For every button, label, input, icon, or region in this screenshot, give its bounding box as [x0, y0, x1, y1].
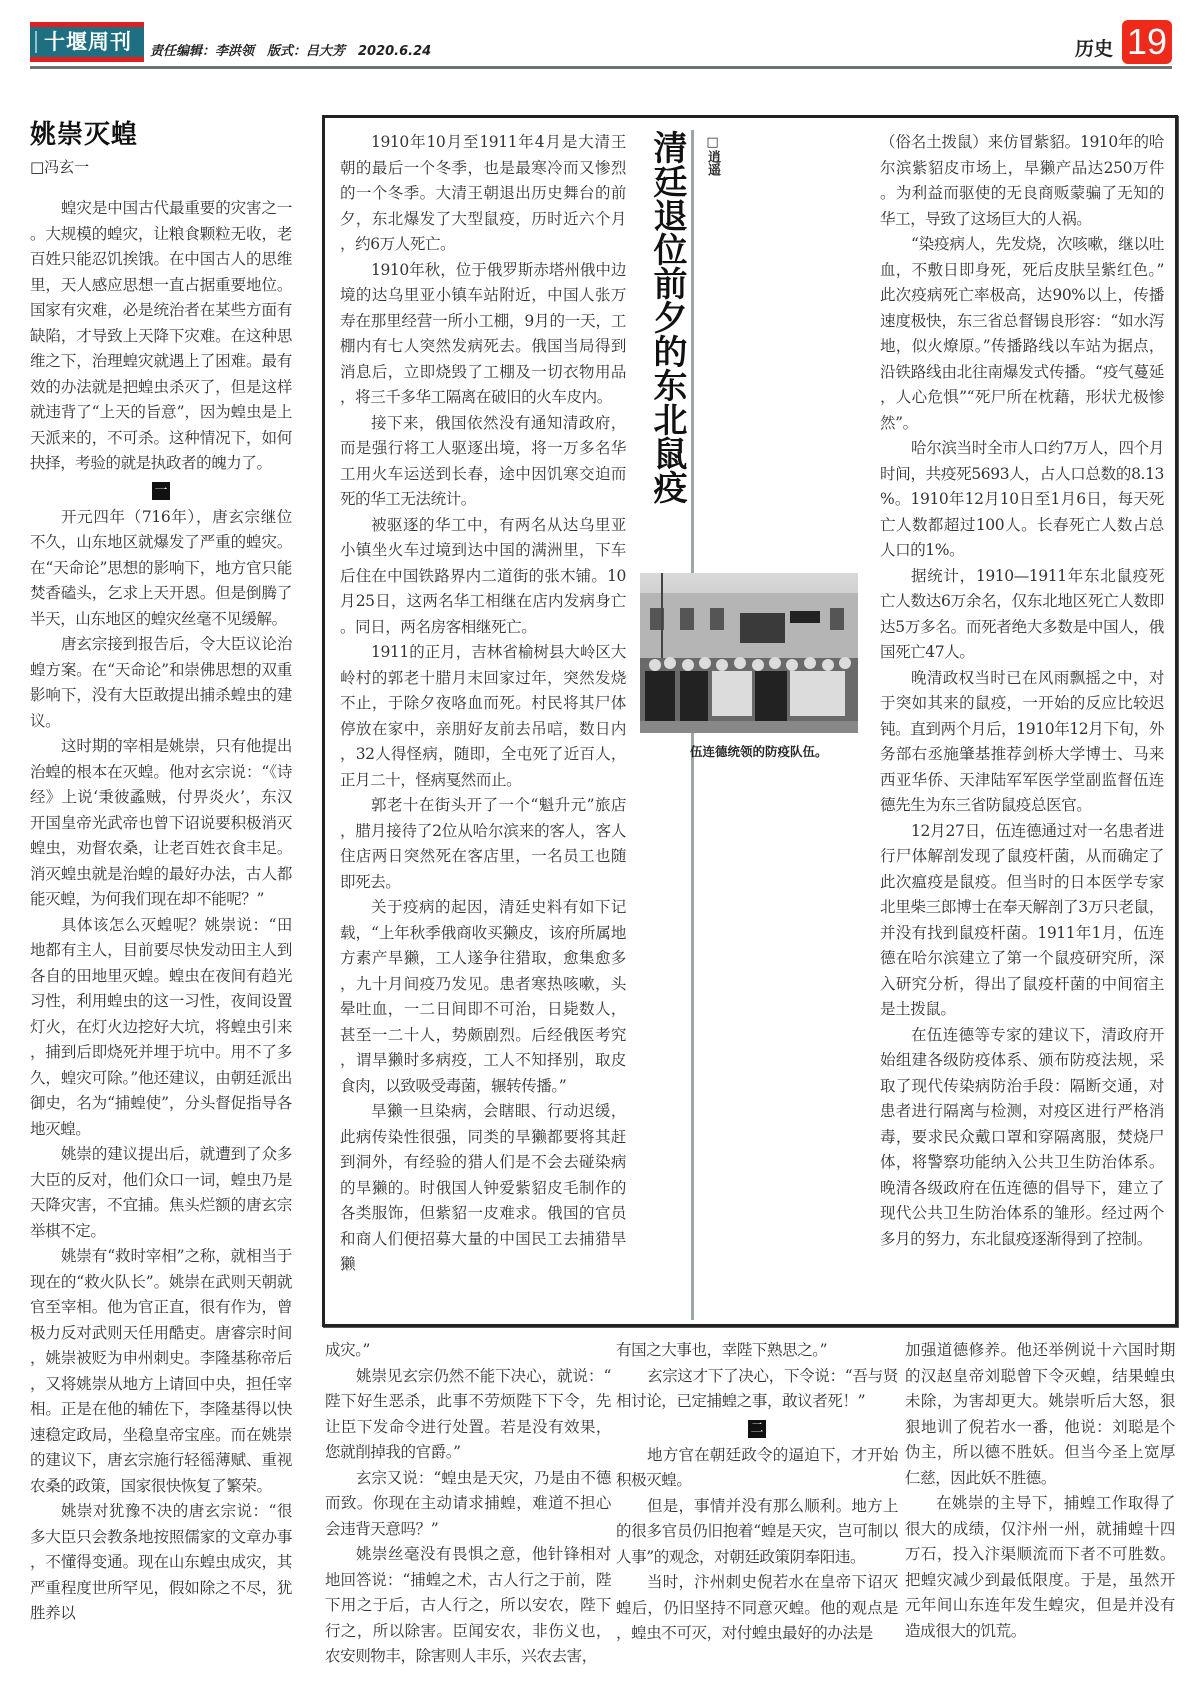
article2-title: 清廷退位前夕的东北鼠疫	[647, 130, 687, 504]
paragraph: 在伍连德等专家的建议下，清政府开始组建各级防疫体系、颁布防疫法规，采取了现代传染病防治手段：隔断交通，对患者进行隔离与检测，对疫区进行严格消毒，要求民众戴口罩和穿隔离服，焚烧尸体，将警察功能纳入公共卫生防治体系。晚清各级政府在伍连德的倡导下，建立了现代公共卫生防治体系的雏形。经过两个多月的努力，东北鼠疫逐渐得到了控制。	[880, 1025, 1164, 1248]
section-marker-2: 二	[748, 1420, 766, 1438]
editor-line: 责任编辑：李洪领 版式：吕大芳 2020.6.24	[150, 44, 432, 59]
article2-column-left	[340, 130, 626, 1278]
paragraph: 在姚崇的主导下，捕蝗工作取得了很大的成绩，仅汴州一州，就捕蝗十四万石，投入汴渠顺流而下者不可胜数。把蝗灾减少到最低限度。于是，虽然开元年间山东连年发生蝗灾，但是并没有造成很大的饥荒。	[905, 1494, 1175, 1640]
paragraph: 姚崇见玄宗仍然不能下决心，就说：“陛下好生恶杀，此事不劳烦陛下下令，先让臣下发命令进行处置。若是没有效果，您就削掉我的官爵。”	[325, 1366, 611, 1461]
article1-column-left	[30, 196, 292, 1627]
masthead-logo: 十堰周刊	[30, 22, 144, 62]
paragraph: 具体该怎么灭蝗呢？姚崇说：“田地都有主人，目前要尽快发动田主人到各自的田地里灭蝗。蝗虫在夜间有趋光习性，利用蝗虫的这一习性，夜间设置灯火，在灯火边挖好大坑，将蝗虫引来，捕到后即烧死并埋于坑中。用不了多久，蝗灾可除。”他还建议，由朝廷派出御史，名为“捕蝗使”，分头督促指导各地灭蝗。	[30, 915, 292, 1138]
paragraph: 1911的正月，吉林省榆树县大岭区大岭村的郭老十腊月末回家过年，突然发烧不止，于除夕夜咯血而死。村民将其尸体停放在家中，亲朋好友前去吊唁，数日内，32人得怪病，随即，全屯死了近百人，正月二十，怪病戛然而止。	[340, 643, 626, 789]
paragraph: 1910年秋，位于俄罗斯赤塔州俄中边境的达乌里亚小镇车站附近，中国人张万寿在那里经营一所小工棚，9月的一天，工棚内有七人突然发病死去。俄国当局得到消息后，立即烧毁了工棚及一切衣物用品，将三千多华工隔离在破旧的火车皮内。	[340, 260, 626, 406]
article1-bottom-column-2	[616, 1338, 898, 1647]
paragraph: 郭老十在街头开了一个“魁升元”旅店，腊月接待了2位从哈尔滨来的客人，客人住店两日突然死在客店里，一名员工也随即死去。	[340, 796, 626, 891]
paragraph: 接下来，俄国依然没有通知清政府，而是强行将工人驱逐出境，将一万多名华工用火车运送到长春，途中因饥寒交迫而死的华工无法统计。	[340, 413, 626, 508]
paragraph: 但是，事情并没有那么顺利。地方上的很多官员仍旧抱着“蝗是天灾，岂可制以人事”的观念，对朝廷政策阴奉阳违。	[616, 1496, 898, 1566]
header-rule	[30, 66, 1172, 69]
paragraph: 地方官在朝廷政令的逼迫下，才开始积极灭蝗。	[616, 1445, 898, 1489]
article1-bottom-column-1	[325, 1338, 611, 1670]
paragraph: 当时，汴州刺史倪若水在皇帝下诏灭蝗后，仍旧坚持不同意灭蝗。他的观点是，蝗虫不可灭，对付蝗虫最好的办法是	[616, 1573, 898, 1642]
paragraph: 1910年10月至1911年4月是大清王朝的最后一个冬季，也是最寒冷而又惨烈的一个冬季。大清王朝退出历史舞台的前夕，东北爆发了大型鼠疫，历时近六个月，约6万人死亡。	[340, 133, 626, 253]
paragraph: （俗名土拨鼠）来仿冒紫貂。1910年的哈尔滨紫貂皮市场上，旱獭产品达250万件。为利益而驱使的无良商贩蒙骗了无知的华工，导致了这场巨大的人祸。	[880, 133, 1164, 228]
paragraph: 姚崇对犹豫不决的唐玄宗说：“很多大臣只会教条地按照儒家的文章办事，不懂得变通。现在山东蝗虫成灾，其严重程度世所罕见，假如除之不尽，犹胜养以	[30, 1502, 292, 1622]
paragraph: 加强道德修养。他还举例说十六国时期的汉赵皇帝刘聪曾下令灭蝗，结果蝗虫未除，为害却更大。姚崇听后大怒，狠狠地训了倪若水一番，他说：刘聪是个伪主，所以德不胜妖。但当今圣上宽厚仁慈，因此妖不胜德。	[905, 1341, 1175, 1487]
paragraph: 12月27日，伍连德通过对一名患者进行尸体解剖发现了鼠疫杆菌，从而确定了此次瘟疫是鼠疫。但当时的日本医学专家北里柴三郎博士在奉天解剖了3万只老鼠，并没有找到鼠疫杆菌。1911年1月，伍连德在哈尔滨建立了第一个鼠疫研究所，深入研究分析，得出了鼠疫杆菌的中间宿主是土拨鼠。	[880, 821, 1164, 1018]
article1-title: 姚崇灭蝗	[30, 120, 139, 150]
article1-bottom-column-3	[905, 1338, 1175, 1644]
section-label: 历史	[1075, 38, 1114, 60]
paragraph: “染疫病人，先发烧，次咳嗽，继以吐血，不敷日即身死，死后皮肤呈紫红色。”此次疫病死亡率极高，达90%以上，传播速度极快，东三省总督锡良形容：“如水泻地，似火燎原。”传播路线以车站为据点，沿铁路线由北往南爆发式传播。“疫气蔓延，人心危惧”“死尸所在枕藉，形状尤极惨然”。	[880, 235, 1164, 432]
paragraph: 姚崇丝毫没有畏惧之意，他针锋相对地回答说：“捕蝗之术，古人行之于前，陛下用之于后，古人行之，所以安农，陛下行之，所以除害。臣闻安农，非伤义也，农安则物丰，除害则人丰乐，兴农去害，	[325, 1545, 611, 1665]
article2-column-right	[880, 130, 1164, 1252]
epidemic-team-photo	[640, 573, 858, 733]
paragraph: 这时期的宰相是姚崇，只有他提出治蝗的根本在灭蝗。他对玄宗说：“《诗经》上说‘秉彼蟊贼，付畀炎火’，东汉开国皇帝光武帝也曾下诏说要积极消灭蝗虫，劝督农桑，让老百姓衣食丰足。消灭蝗虫就是治蝗的最好办法，古人都能灭蝗，为何我们现在却不能呢？”	[30, 737, 292, 908]
paragraph: 成灾。”	[325, 1341, 371, 1359]
article2-byline: □逍遥	[705, 135, 720, 176]
paragraph: 玄宗这才下了决心，下令说：“吾与贤相讨论，已定捕蝗之事，敢议者死！”	[616, 1366, 898, 1410]
section-marker-1: 一	[152, 482, 170, 500]
paragraph: 有国之大事也，幸陛下熟思之。”	[616, 1341, 828, 1359]
paragraph: 蝗灾是中国古代最重要的灾害之一。大规模的蝗灾，让粮食颗粒无收，老百姓只能忍饥挨饿。在中国古人的思维里，天人感应思想一直占据重要地位。国家有灾难，必是统治者在某些方面有缺陷，才导致上天降下灾难。在这种思维之下，治理蝗灾就遇上了困难。最有效的办法就是把蝗虫杀灭了，但是这样就违背了“上天的旨意”，因为蝗虫是上天派来的，不可杀。这种情况下，如何抉择，考验的就是执政者的魄力了。	[30, 199, 292, 472]
paragraph: 关于疫病的起因，清廷史料有如下记载，“上年秋季俄商收买獭皮，该府所属地方素产旱獭，工人遂争往猎取，愈集愈多，九十月间疫乃发见。患者寒热咳嗽，头晕吐血，一二日间即不可治，日毙数人，甚至一二十人，势颇剧烈。后经俄医考究，谓旱獭时多病疫，工人不知择别，取皮食肉，以致吸受毒菌，辗转传播。”	[340, 898, 626, 1095]
paragraph: 姚崇的建议提出后，就遭到了众多大臣的反对，他们众口一词，蝗虫乃是天降灾害，不宜捕。焦头烂额的唐玄宗举棋不定。	[30, 1145, 292, 1240]
paragraph: 被驱逐的华工中，有两名从达乌里亚小镇坐火车过境到达中国的满洲里，下车后住在中国铁路界内二道街的张木铺。10月25日，这两名华工相继在店内发病身亡。同日，两名房客相继死亡。	[340, 515, 626, 636]
paragraph: 旱獭一旦染病，会瞎眼、行动迟缓，此病传染性很强，同类的旱獭都要将其赶到洞外，有经验的猎人们是不会去碰染病的旱獭的。时俄国人钟爱紫貂皮毛制作的各类服饰，但紫貂一皮难求。俄国的官员和商人们便招募大量的中国民工去捕猎旱獭	[340, 1102, 626, 1273]
page-number: 19	[1122, 20, 1172, 64]
paragraph: 玄宗又说：“蝗虫是天灾，乃是由不德而致。你现在主动请求捕蝗，难道不担心会违背天意吗？”	[325, 1468, 611, 1538]
photo-caption: 伍连德统领的防疫队伍。	[690, 744, 828, 759]
article1-byline: □冯玄一	[30, 158, 90, 176]
paragraph: 晚清政权当时已在风雨飘摇之中，对于突如其来的鼠疫，一开始的反应比较迟钝。直到两个月后，1910年12月下旬，外务部右丞施肇基推荐剑桥大学博士、马来西亚华侨、天津陆军军医学堂副监督伍连德先生为东三省防鼠疫总医官。	[880, 668, 1164, 814]
paragraph: 开元四年（716年），唐玄宗继位不久，山东地区就爆发了严重的蝗灾。在“天命论”思想的影响下，地方官只能焚香磕头，乞求上天开恩。但是倒腾了半天，山东地区的蝗灾丝毫不见缓解。	[30, 507, 292, 628]
paragraph: 姚崇有“救时宰相”之称，就相当于现在的“救火队长”。姚崇在武则天朝就官至宰相。他为官正直，很有作为，曾极力反对武则天任用酷吏。唐睿宗时间，姚崇被贬为申州刺史。李隆基称帝后，又将姚崇从地方上请回中央，担任宰相。正是在他的辅佐下，李隆基得以快速稳定政局，坐稳皇帝宝座。而在姚崇的建议下，唐玄宗施行轻徭薄赋、重视农桑的政策，国家很快恢复了繁荣。	[30, 1247, 292, 1495]
paragraph: 唐玄宗接到报告后，令大臣议论治蝗方案。在“天命论”和崇佛思想的双重影响下，没有大臣敢提出捕杀蝗虫的建议。	[30, 635, 292, 730]
paragraph: 据统计，1910—1911年东北鼠疫死亡人数达6万余名，仅东北地区死亡人数即达5万多名。而死者绝大多数是中国人，俄国死亡47人。	[880, 566, 1164, 661]
paragraph: 哈尔滨当时全市人口约7万人，四个月时间，共疫死5693人，占人口总数的8.13%。1910年12月10日至1月6日，每天死亡人数都超过100人。长春死亡人数占总人口的1%。	[880, 439, 1164, 559]
